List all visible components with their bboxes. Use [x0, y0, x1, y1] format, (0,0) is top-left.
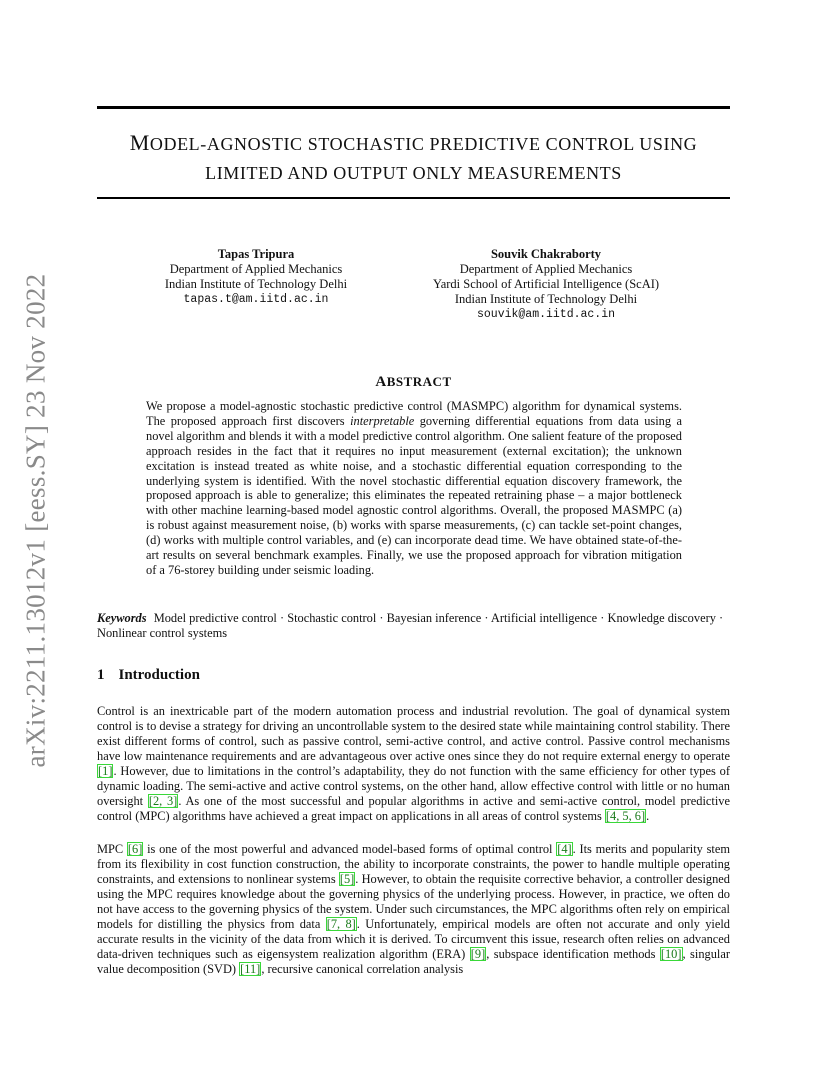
abstract-body: We propose a model-agnostic stochastic predictive control (MASMPC) algorithm for dynamical systems. The proposed approach first discovers interpretable governing differential equations from data using a novel algorithm and blends it with a model predictive control algorithm. One salient feature of the proposed approach resides in the fact that it requires no input measurement (external excitation); the unknown excitation is instead treated as white noise, and a stochastic differential equation corresponding to the underlying system is identified. With the novel stochastic differential equation discovery framework, the proposed approach is able to generalize; this eliminates the repeated retraining phase – a major bottleneck with other machine learning-based model agnostic control algorithms. Overall, the proposed MASMPC (a) is robust against measurement noise, (b) works with sparse measurements, (c) can tackle set-point changes, (d) works with multiple control variables, and (e) can incorporate dead time. We have obtained state-of-the-art results on several benchmark examples. Finally, we use the proposed approach for vibration mitigation of a 76-storey building under seismic loading.	[146, 399, 682, 577]
citation-link[interactable]: [6]	[127, 842, 143, 856]
citation-link[interactable]: [5]	[339, 872, 355, 887]
author-email[interactable]: tapas.t@am.iitd.ac.in	[183, 293, 329, 306]
citation-link[interactable]: [2, 3]	[148, 794, 178, 809]
section-heading	[97, 667, 200, 684]
author-affiliation: Department of Applied Mechanics	[459, 262, 633, 276]
title-rule-bottom	[97, 197, 730, 199]
arxiv-identifier-text: arXiv:2211.13012v1 [eess.SY] 23 Nov 2022	[20, 273, 51, 767]
citation-link[interactable]: [1]	[98, 764, 113, 779]
keywords-list: Model predictive control · Stochastic control · Bayesian inference · Artificial intelligence · Knowledge discovery · Nonlinear control systems	[97, 611, 724, 640]
author-name: Tapas Tripura	[217, 247, 295, 261]
section-number: 1	[97, 667, 105, 683]
keywords	[97, 611, 730, 641]
title-line-1: ODEL-AGNOSTIC STOCHASTIC PREDICTIVE CONTROL USING	[149, 134, 698, 154]
author-block-1	[146, 247, 366, 307]
author-affiliation: Department of Applied Mechanics	[169, 262, 343, 276]
section-title: Introduction	[118, 667, 200, 683]
title-line-2: LIMITED AND OUTPUT ONLY MEASUREMENTS	[205, 163, 622, 183]
author-affiliation: Indian Institute of Technology Delhi	[164, 277, 348, 291]
abstract-emphasis: interpretable	[350, 413, 415, 428]
author-affiliation: Yardi School of Artificial Intelligence (ScAI)	[432, 277, 660, 291]
paper-title	[97, 128, 730, 188]
citation-link[interactable]: [4]	[557, 842, 572, 856]
keywords-label: Keywords	[97, 611, 147, 625]
citation-link[interactable]: [4, 5, 6]	[605, 809, 646, 824]
author-name: Souvik Chakraborty	[490, 247, 602, 261]
author-email[interactable]: souvik@am.iitd.ac.in	[476, 308, 616, 321]
citation-link[interactable]: [9]	[470, 947, 486, 962]
arxiv-identifier-stamp	[8, 270, 64, 770]
abstract-heading: ABSTRACT	[375, 374, 452, 390]
intro-paragraph-1: Control is an inextricable part of the modern automation process and industrial revolution. The goal of dynamical system control is to devise a strategy for driving an uncontrollable system to the desired state while maintaining control stability. There exist different forms of control, such as passive control, semi-active control, and active control. Passive control mechanisms have low maintenance requirements and are advantageous over active ones since they do not require external energy to operate [1]. However, due to limitations in the control’s adaptability, they do not function with the same efficiency for other types of dynamic loading. The semi-active and active control systems, on the other hand, allow effective control with little or no human oversight [2, 3]. As one of the most successful and popular algorithms in active and semi-active control, model predictive control (MPC) algorithms have achieved a great impact on applications in all areas of control systems [4, 5, 6].	[97, 704, 731, 824]
title-initial: M	[129, 130, 150, 155]
author-affiliation: Indian Institute of Technology Delhi	[454, 292, 638, 306]
citation-link[interactable]: [7, 8]	[326, 917, 356, 932]
title-rule-top	[97, 106, 730, 109]
citation-link[interactable]: [11]	[240, 962, 261, 977]
citation-link[interactable]: [10]	[660, 947, 682, 962]
intro-paragraph-2: MPC [6] is one of the most powerful and advanced model-based forms of optimal control [4]. Its merits and popularity stem from its flexibility in cost function construction, the ability to incorporate constraints, the power to handle multiple operating constraints, and extensions to nonlinear systems [5]. However, to obtain the requisite corrective behavior, a controller designed using the MPC requires knowledge about the governing physics of the underlying process. However, in practice, we often do not have access to the governing physics of the system. Under such circumstances, the MPC algorithms often rely on empirical models for distilling the physics from data [7, 8]. Unfortunately, empirical models are often not accurate and only yield accurate results in the vicinity of the data from which it is derived. To circumvent this issue, research often relies on advanced data-driven techniques such as eigensystem realization algorithm (ERA) [9], subspace identification methods [10], singular value decomposition (SVD) [11], recursive canonical correlation analysis	[97, 842, 730, 977]
author-block-2	[416, 247, 676, 322]
